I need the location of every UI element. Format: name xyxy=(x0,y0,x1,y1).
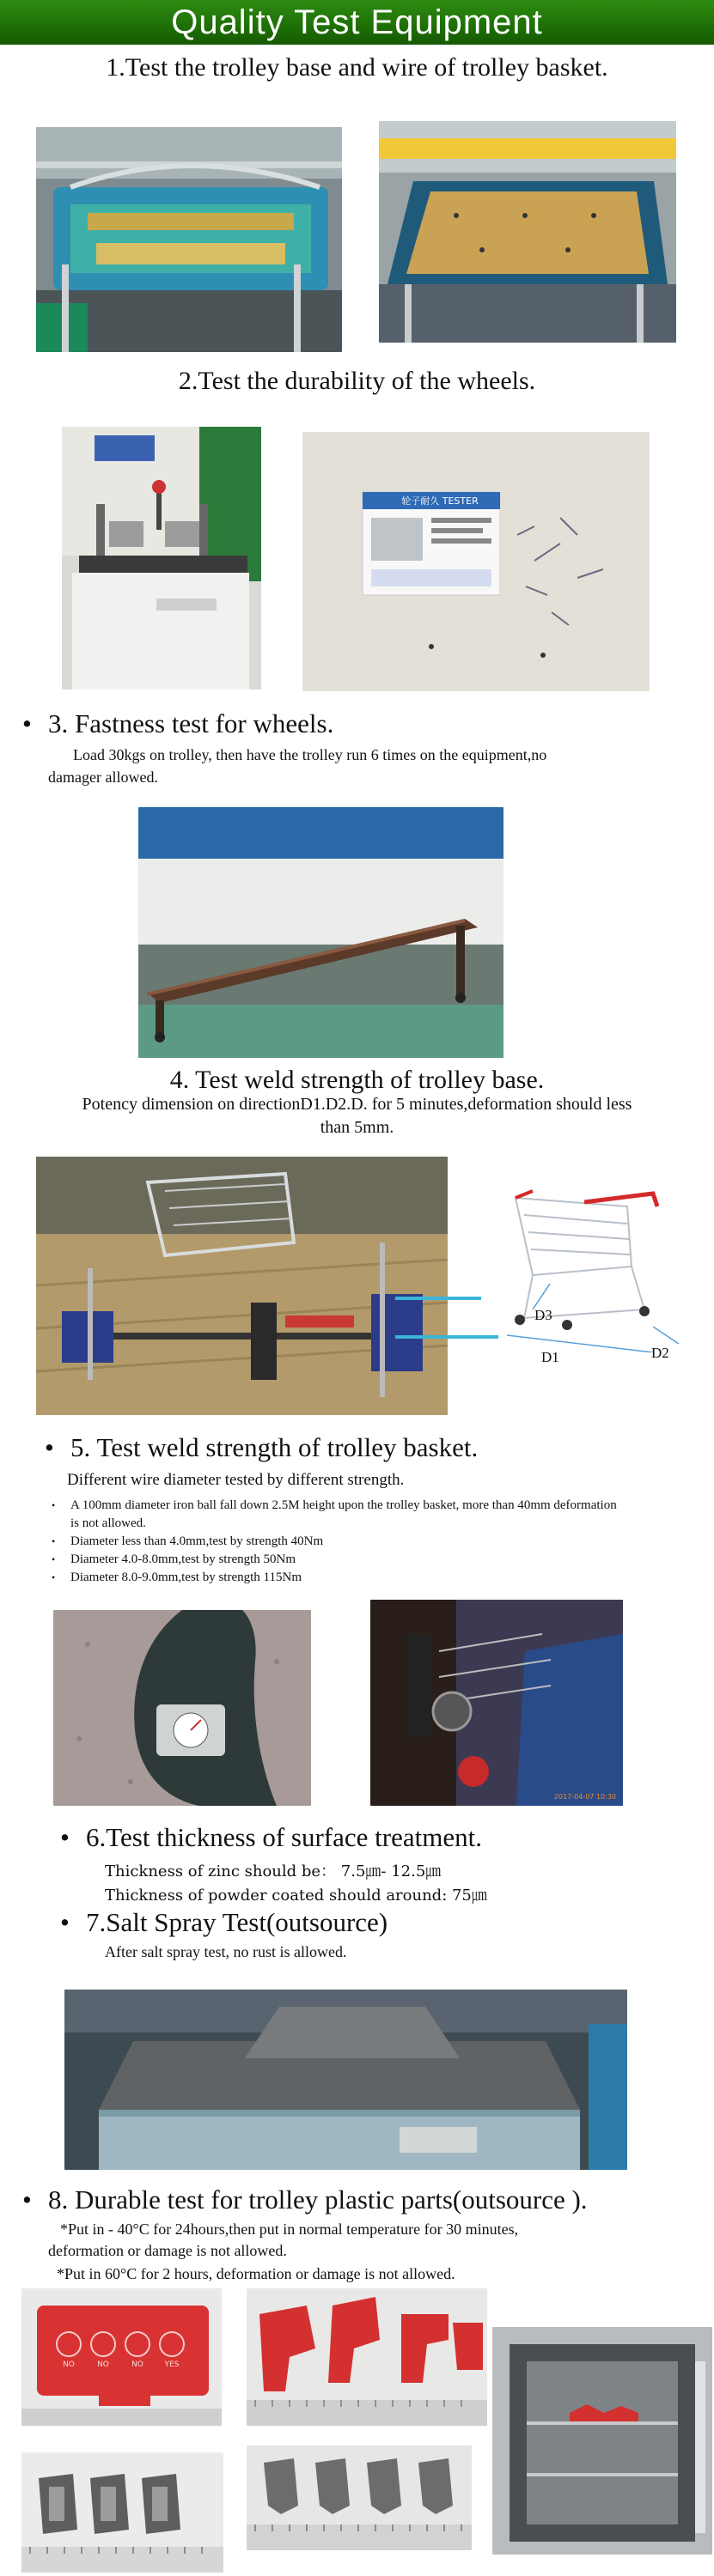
tag-label: NO xyxy=(131,2360,143,2369)
section7-line1: After salt spray test, no rust is allowed. xyxy=(105,1943,347,1960)
section2-heading: 2.Test the durability of the wheels. xyxy=(178,367,536,395)
section8-heading: • 8. Durable test for trolley plastic parts(outsource ). xyxy=(48,2184,588,2215)
section5-heading: • 5. Test weld strength of trolley basket. xyxy=(70,1432,478,1463)
section6-line2: Thickness of powder coated should around: 75㎛ xyxy=(105,1886,487,1905)
trolley-dimension-diagram xyxy=(481,1181,687,1365)
section5-list xyxy=(52,1497,619,1587)
tester-sign-label: 轮子耐久 TESTER xyxy=(401,495,479,507)
grey-hook-parts-photo xyxy=(247,2445,472,2550)
arrow-line-lower xyxy=(395,1335,498,1339)
section4-heading: 4. Test weld strength of trolley base. xyxy=(169,1066,545,1094)
red-clip-parts-photo xyxy=(247,2288,487,2426)
section1-heading: 1.Test the trolley base and wire of trolley basket. xyxy=(106,53,608,82)
section4-line1: Potency dimension on directionD1.D2.D. for 5 minutes,deformation should less xyxy=(82,1095,632,1114)
wheel-fastness-ramp-photo xyxy=(138,807,503,1058)
section6-heading: • 6.Test thickness of surface treatment. xyxy=(86,1822,482,1853)
photo-timestamp: 2017-04-07 10:30 xyxy=(553,1793,616,1801)
page-title: Quality Test Equipment xyxy=(171,3,543,41)
list-item: • Diameter 4.0-8.0mm,test by strength 50Nm xyxy=(52,1551,619,1569)
list-item: • Diameter 8.0-9.0mm,test by strength 115Nm xyxy=(52,1569,619,1587)
section3-heading: • 3. Fastness test for wheels. xyxy=(48,708,333,739)
arrow-line-upper xyxy=(395,1297,481,1300)
trolley-base-test-photo xyxy=(36,127,342,352)
tag-label: NO xyxy=(63,2360,75,2369)
section4-line2: than 5mm. xyxy=(320,1118,394,1137)
list-item: • A 100mm diameter iron ball fall down 2.5M height upon the trolley basket, more than 40mm deformation is not allowed. xyxy=(52,1497,619,1533)
basket-weld-test-photo xyxy=(370,1600,623,1806)
environment-chamber-photo xyxy=(492,2327,712,2555)
list-item: • Diameter less than 4.0mm,test by strength 40Nm xyxy=(52,1533,619,1551)
section8-line1: *Put in - 40°C for 24hours,then put in normal temperature for 30 minutes, xyxy=(60,2221,519,2238)
base-weld-test-photo xyxy=(36,1157,448,1415)
section3-line2: damager allowed. xyxy=(48,769,158,786)
page-header xyxy=(0,0,714,45)
plastic-tag-photo xyxy=(21,2288,222,2426)
wheel-durability-machine-photo xyxy=(62,427,261,690)
label-d3: D3 xyxy=(534,1307,552,1323)
label-d1: D1 xyxy=(541,1349,559,1365)
torque-gauge-photo xyxy=(53,1610,311,1806)
wheel-tester-sign-photo xyxy=(302,432,650,691)
tag-label: YES xyxy=(164,2360,180,2369)
salt-spray-machine-photo xyxy=(64,1990,627,2170)
section3-line1: Load 30kgs on trolley, then have the trolley run 6 times on the equipment,no xyxy=(73,746,547,763)
label-d2: D2 xyxy=(651,1345,669,1361)
section8-line3: *Put in 60°C for 2 hours, deformation or damage is not allowed. xyxy=(57,2265,455,2282)
grey-clip-parts-photo xyxy=(21,2452,223,2573)
basket-wire-test-photo xyxy=(379,121,676,343)
section7-heading: • 7.Salt Spray Test(outsource) xyxy=(86,1907,388,1938)
section8-line2: deformation or damage is not allowed. xyxy=(48,2242,287,2259)
tag-label: NO xyxy=(97,2360,109,2369)
section6-line1: Thickness of zinc should be： 7.5㎛- 12.5㎛ xyxy=(105,1862,442,1880)
section5-intro: Different wire diameter tested by different strength. xyxy=(67,1471,405,1489)
